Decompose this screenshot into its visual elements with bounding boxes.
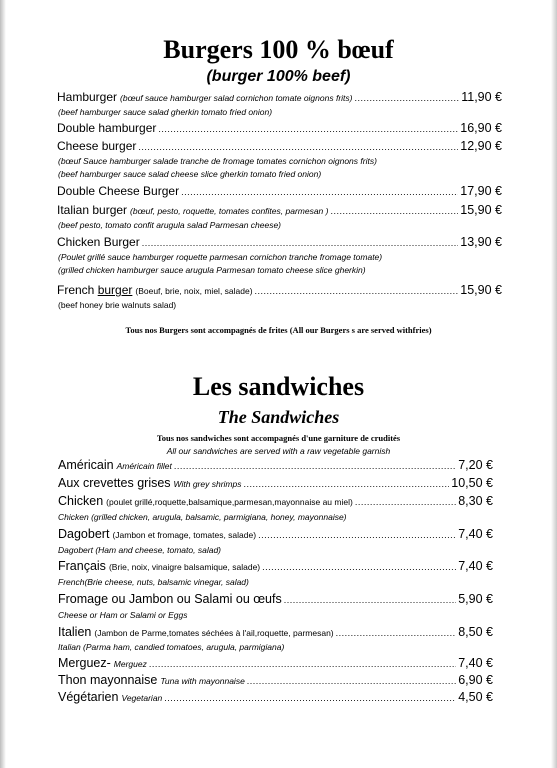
dot-leader bbox=[181, 187, 458, 197]
menu-item-dagobert bbox=[58, 527, 493, 543]
item-price: 8,50 € bbox=[458, 625, 493, 639]
item-description: (Jambon de Parme,tomates séchées à l'ail,roquette, parmesan) bbox=[94, 628, 334, 638]
menu-item-french-burger bbox=[57, 283, 502, 299]
item-description: Merguez bbox=[113, 659, 147, 669]
sandwiches-subtitle: The Sandwiches bbox=[217, 407, 340, 427]
item-name: Italian burger bbox=[57, 203, 128, 217]
item-price: 6,90 € bbox=[458, 673, 493, 687]
menu-item-francais bbox=[58, 559, 493, 575]
item-name: Hamburger bbox=[57, 90, 118, 104]
item-name: Chicken bbox=[58, 494, 104, 508]
item-name bbox=[57, 283, 132, 297]
menu-item-hamburger bbox=[57, 90, 502, 106]
item-description-fr: (Poulet grillé sauce hamburger roquette parmesan cornichon tranche fromage tomate) bbox=[58, 252, 383, 262]
item-translation: French(Brie cheese, nuts, balsamic vinegar, salad) bbox=[58, 577, 249, 587]
item-name-part-underlined: burger bbox=[97, 283, 133, 297]
item-price: 13,90 € bbox=[460, 235, 502, 249]
item-price: 4,50 € bbox=[458, 690, 493, 704]
item-price: 11,90 € bbox=[461, 90, 502, 104]
item-price: 12,90 € bbox=[460, 139, 502, 153]
item-price: 7,40 € bbox=[458, 527, 493, 541]
item-description: (bœuf sauce hamburger salad cornichon tomate oignons frits) bbox=[120, 93, 353, 103]
dot-leader bbox=[354, 93, 459, 103]
item-name: Merguez- bbox=[58, 656, 111, 670]
item-name: Chicken Burger bbox=[57, 235, 140, 249]
item-description: (Jambon et fromage, tomates, salade) bbox=[112, 530, 257, 540]
menu-item-merguez bbox=[58, 656, 493, 672]
item-translation: (beef honey brie walnuts salad) bbox=[58, 300, 177, 310]
burgers-subtitle: (burger 100% beef) bbox=[206, 68, 351, 85]
menu-item-double-cheese-burger bbox=[57, 184, 502, 200]
sandwiches-note-fr: Tous nos sandwiches sont accompagnés d'une garniture de crudités bbox=[156, 433, 401, 443]
menu-item-chicken bbox=[58, 494, 493, 510]
menu-item-italien bbox=[58, 625, 493, 641]
item-translation: Cheese or Ham or Salami or Eggs bbox=[58, 610, 188, 620]
dot-leader bbox=[244, 479, 450, 489]
item-price: 8,30 € bbox=[458, 494, 493, 508]
dot-leader bbox=[142, 238, 459, 248]
item-name: Double Cheese Burger bbox=[57, 184, 180, 198]
item-name: Thon mayonnaise bbox=[58, 673, 158, 687]
item-price: 5,90 € bbox=[458, 592, 493, 606]
dot-leader bbox=[174, 461, 456, 471]
menu-item-double-hamburger bbox=[57, 121, 502, 137]
item-price: 7,20 € bbox=[458, 458, 493, 472]
item-name: Dagobert bbox=[58, 527, 110, 541]
menu-item-americain bbox=[58, 458, 493, 474]
menu-item-vegetarien bbox=[58, 690, 493, 706]
item-name: Américain bbox=[58, 458, 114, 472]
item-translation: (beef pesto, tomato confit arugula salad Parmesan cheese) bbox=[58, 220, 282, 230]
item-translation: (beef hamburger sauce salad cheese slice gherkin tomato fried onion) bbox=[58, 169, 322, 179]
dot-leader bbox=[247, 676, 456, 686]
item-price: 7,40 € bbox=[458, 559, 493, 573]
dot-leader bbox=[158, 124, 458, 134]
item-description-fr: (bœuf Sauce hamburger salade tranche de fromage tomates cornichon oignons frits) bbox=[58, 156, 377, 166]
dot-leader bbox=[149, 659, 456, 669]
item-price: 7,40 € bbox=[458, 656, 493, 670]
dot-leader bbox=[164, 693, 456, 703]
item-price: 15,90 € bbox=[460, 283, 502, 297]
item-translation: Chicken (grilled chicken, arugula, balsamic, parmigiana, honey, mayonnaise) bbox=[58, 512, 347, 522]
item-description: With grey shrimps bbox=[173, 479, 242, 489]
dot-leader bbox=[355, 497, 456, 507]
item-price: 10,50 € bbox=[451, 476, 493, 490]
dot-leader bbox=[336, 628, 457, 638]
menu-item-thon-mayonnaise bbox=[58, 673, 493, 689]
item-description: Américain fillet bbox=[116, 461, 172, 471]
item-name: Cheese burger bbox=[57, 139, 137, 153]
item-description: (Boeuf, brie, noix, miel, salade) bbox=[135, 286, 253, 296]
item-translation: Dagobert (Ham and cheese, tomato, salad) bbox=[58, 545, 222, 555]
item-translation: (beef hamburger sauce salad gherkin tomato fried onion) bbox=[58, 107, 273, 117]
item-name: Français bbox=[58, 559, 106, 573]
item-price: 16,90 € bbox=[460, 121, 502, 135]
item-description: (poulet grillé,roquette,balsamique,parmesan,mayonnaise au miel) bbox=[106, 497, 353, 507]
item-price: 15,90 € bbox=[460, 203, 502, 217]
item-description: Tuna with mayonnaise bbox=[160, 676, 245, 686]
dot-leader bbox=[262, 562, 456, 572]
item-description: (bœuf, pesto, roquette, tomates confites, parmesan ) bbox=[130, 206, 329, 216]
item-price: 17,90 € bbox=[460, 184, 502, 198]
dot-leader bbox=[330, 206, 458, 216]
dot-leader bbox=[255, 286, 459, 296]
item-name-part: French bbox=[57, 283, 98, 297]
sandwiches-title: Les sandwiches bbox=[192, 372, 365, 401]
menu-item-cheese-burger bbox=[57, 139, 502, 155]
item-name: Double hamburger bbox=[57, 121, 157, 135]
dot-leader bbox=[284, 595, 457, 605]
item-name: Aux crevettes grises bbox=[58, 476, 171, 490]
menu-item-italian-burger bbox=[57, 203, 502, 219]
sandwiches-note-en: All our sandwiches are served with a raw vegetable garnish bbox=[166, 446, 391, 456]
menu-item-chicken-burger bbox=[57, 235, 502, 251]
item-name: Italien bbox=[58, 625, 92, 639]
menu-item-fromage-ou-jambon bbox=[58, 592, 493, 608]
item-name: Fromage ou Jambon ou Salami ou œufs bbox=[58, 592, 282, 606]
dot-leader bbox=[138, 142, 458, 152]
item-description: Vegetarian bbox=[121, 693, 163, 703]
item-description: (Brie, noix, vinaigre balsamique, salade) bbox=[108, 562, 261, 572]
item-translation: (grilled chicken hamburger sauce arugula Parmesan tomato cheese slice gherkin) bbox=[58, 265, 366, 275]
burgers-title: Burgers 100 % bœuf bbox=[163, 35, 394, 64]
dot-leader bbox=[258, 530, 456, 540]
item-name: Végétarien bbox=[58, 690, 119, 704]
menu-item-aux-crevettes-grises bbox=[58, 476, 493, 492]
burgers-footnote: Tous nos Burgers sont accompagnés de frites (All our Burgers s are served withfries) bbox=[125, 325, 432, 335]
item-translation: Italian (Parma ham, candied tomatoes, arugula, parmigiana) bbox=[58, 642, 285, 652]
